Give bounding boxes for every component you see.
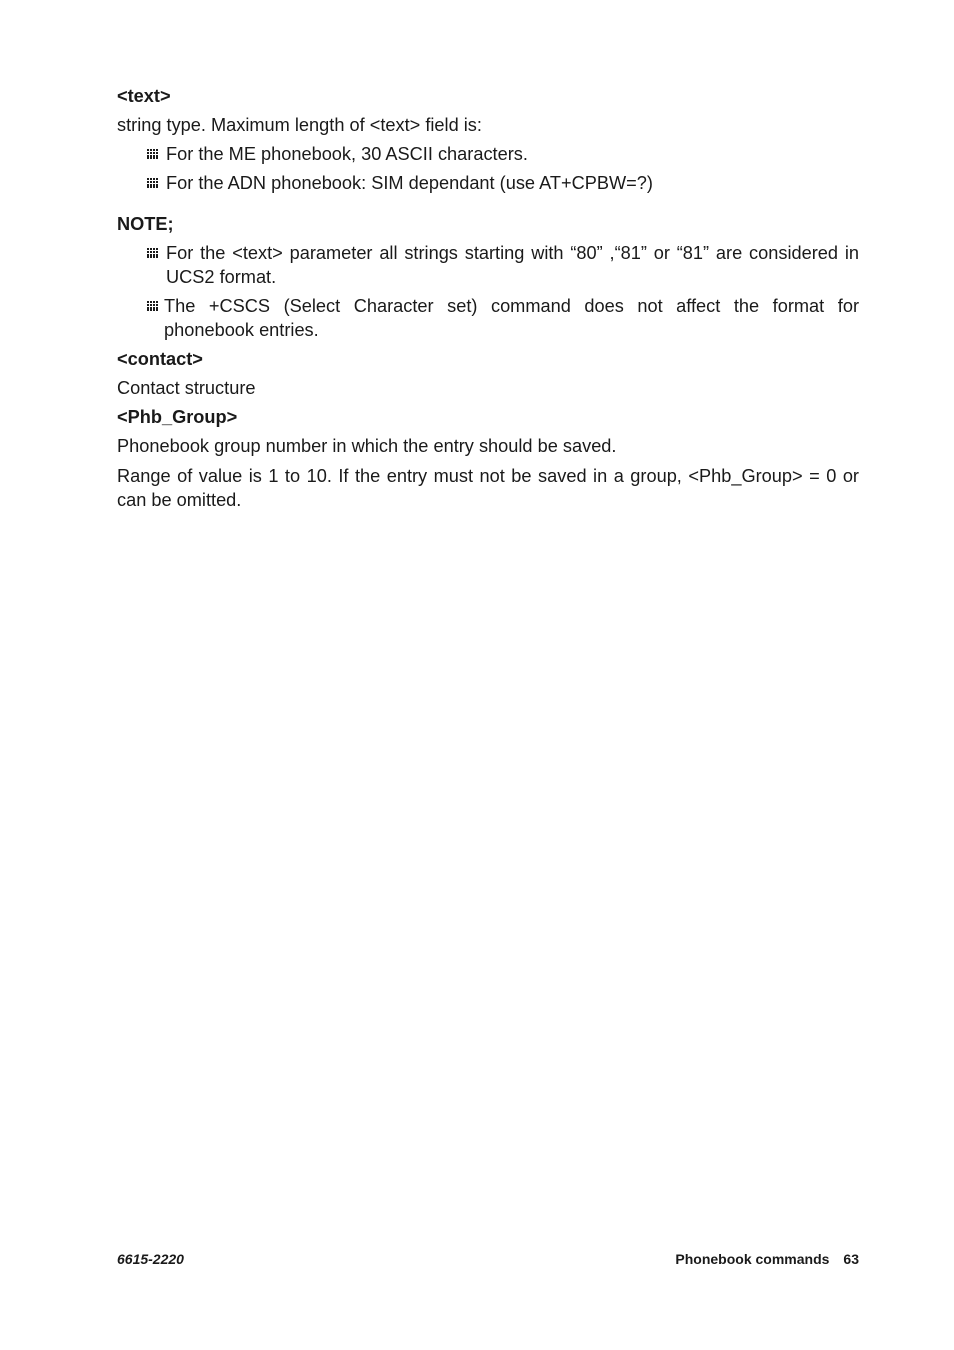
bullet-text: The +CSCS (Select Character set) command does not affect the format for phonebook entries. — [164, 296, 859, 340]
dotted-square-bullet-icon — [147, 149, 159, 159]
bullet-text: For the ADN phonebook: SIM dependant (use AT+CPBW=?) — [166, 173, 653, 193]
page-number: 63 — [843, 1251, 859, 1267]
dotted-square-bullet-icon — [147, 248, 159, 258]
dotted-square-bullet-icon — [147, 178, 159, 188]
footer-right — [675, 1251, 859, 1267]
document-number: 6615-2220 — [117, 1251, 184, 1267]
bullet-text: For the <text> parameter all strings starting with “80” ,“81” or “81” are considered in UCS2 format. — [166, 243, 859, 287]
list-item — [117, 142, 859, 166]
section-title: Phonebook commands — [675, 1251, 830, 1267]
list-item — [117, 241, 859, 289]
page-footer — [117, 1251, 859, 1271]
contact-heading: <contact> — [117, 349, 203, 369]
bullet-text: For the ME phonebook, 30 ASCII characters. — [166, 144, 528, 164]
phb-group-heading: <Phb_Group> — [117, 407, 238, 427]
text-parameter-description: string type. Maximum length of <text> field is: — [117, 115, 482, 135]
text-parameter-heading: <text> — [117, 86, 171, 106]
list-item — [117, 294, 859, 342]
contact-description: Contact structure — [117, 378, 256, 398]
phb-group-description: Phonebook group number in which the entry should be saved. — [117, 436, 617, 456]
document-body — [117, 84, 859, 512]
phb-group-range: Range of value is 1 to 10. If the entry must not be saved in a group, <Phb_Group> = 0 or can be omitted. — [117, 466, 859, 510]
list-item — [117, 171, 859, 195]
note-heading: NOTE; — [117, 214, 174, 234]
dotted-square-bullet-icon — [147, 301, 159, 311]
